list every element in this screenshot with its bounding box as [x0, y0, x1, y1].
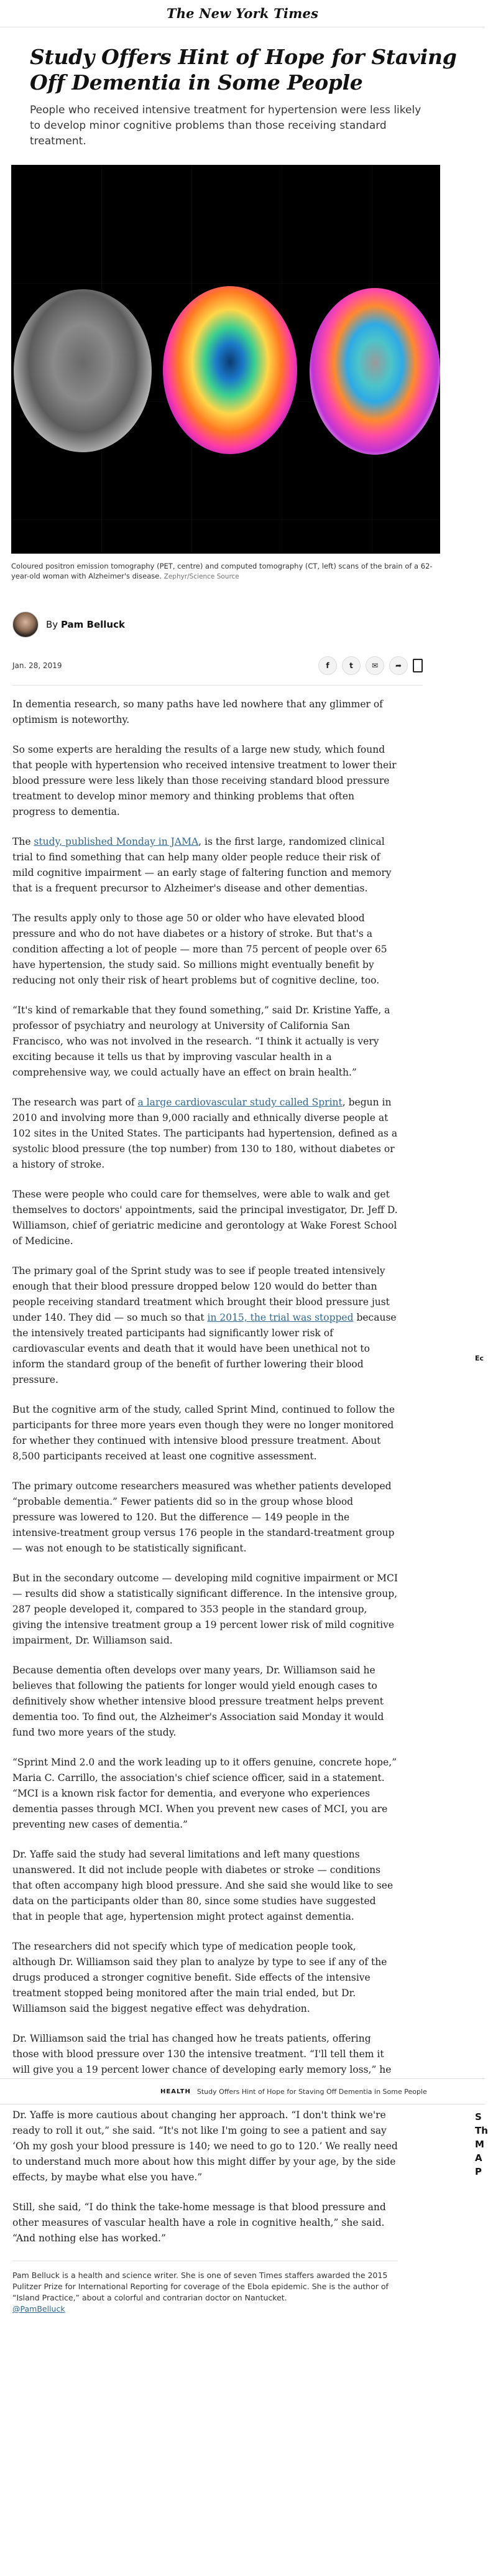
paragraph-13: “Sprint Mind 2.0 and the work leading up to it offers genuine, concrete hope,” Maria C. Carrillo, the association's chief science officer, said in a statement. “MCI is a known risk factor for dementia, and everyone who experiences dementia passes through MCI. When you prevent new cases of MCI, you are preventing new cases of dementia.”	[12, 1757, 397, 1830]
fused-scan	[310, 288, 440, 455]
trial-stopped-link[interactable]: in 2015, the trial was stopped	[207, 1312, 354, 1323]
share-tools	[318, 656, 423, 675]
paragraph-18: Still, she said, “I do think the take-home message is that blood pressure and other measures of vascular health have a role in cognitive health,” she said. “And nothing else has worked.”	[12, 2202, 386, 2244]
author-name[interactable]: Pam Belluck	[60, 619, 125, 630]
share-forward-icon[interactable]: ➦	[389, 656, 408, 675]
right-rail-fragment-2: S Th M A P	[475, 2111, 488, 2177]
sticky-article-title: Study Offers Hint of Hope for Staving Off Dementia in Some People	[196, 2087, 427, 2096]
byline-text	[46, 619, 125, 630]
paragraph-17: Dr. Yaffe is more cautious about changing her approach. “I don't think we're ready to roll it out,” she said. “It's not like I'm going to see a patient and say ‘Oh my gosh your blood pressure is 140; we need to go to 120.’ We really need to understand much more about how this might differ by your age, by the side effects, by maybe what else you have.”	[12, 2109, 398, 2183]
summary: People who received intensive treatment for hypertension were less likely to develop minor cognitive problems than those receiving standard treatment.	[30, 104, 421, 147]
jama-study-link[interactable]: study, published Monday in JAMA	[34, 836, 199, 847]
date-and-share	[12, 656, 423, 675]
article-body	[12, 697, 398, 2315]
paragraph-1: In dementia research, so many paths have led nowhere that any glimmer of optimism is noteworthy.	[12, 699, 383, 725]
publish-date: Jan. 28, 2019	[12, 661, 62, 670]
paragraph-16: Dr. Williamson said the trial has changed how he treats patients, offering those with blood pressure over 130 the intensive treatment. “I'll tell them it will give you a 19 percent lower chance of developing early memory loss,” he	[12, 2033, 392, 2075]
paragraph-8: The primary goal of the Sprint study was to see if people treated intensively enough that their blood pressure dropped below 120 would do better than people receiving standard treatment which brought their blood pressure just under 140. They did — so much so that in 2015, the trial was stopped because the intensively treated participants had significantly lower risk of cardiovascular events and death that it would have been unethical not to inform the standard group of the benefit of further lowering their blood pressure.	[12, 1265, 397, 1385]
nyt-logo[interactable]: The New York Times	[166, 6, 319, 21]
bio-text: Pam Belluck is a health and science writer. She is one of seven Times staffers awarded the 2015 Pulitzer Prize for International Reporting for coverage of the Ebola epidemic. She is the author of “Island Practice,” about a colorful and contrarian doctor on Nantucket.	[12, 2271, 389, 2302]
paragraph-4: The results apply only to those age 50 or older who have elevated blood pressure and who do not have diabetes or a history of stroke. But that's a condition affecting a lot of people — more than 75 percent of people over 65 have hypertension, the study said. So millions might eventually benefit by reducing not only their risk of heart problems but of cognitive decline, too.	[12, 913, 387, 986]
email-icon[interactable]: ✉	[366, 656, 384, 675]
brain-scan-image	[11, 165, 440, 554]
caption-text: Coloured positron emission tomography (PET, centre) and computed tomography (CT, left) scans of the brain of a 62-year-old woman with Alzheimer's disease.	[11, 562, 433, 580]
masthead	[0, 0, 485, 27]
ct-scan	[14, 289, 152, 452]
author-avatar	[12, 611, 39, 638]
paragraph-3: The study, published Monday in JAMA, is the first large, randomized clinical trial to find something that can help many older people reduce their risk of mild cognitive impairment — an early stage of faltering function and memory that is a frequent precursor to Alzheimer's disease and other dementias.	[12, 836, 392, 894]
twitter-icon[interactable]: t	[342, 656, 361, 675]
paragraph-2: So some experts are heralding the results of a large new study, which found that people with hypertension who received intensive treatment to lower their blood pressure were less likely than those receiving standard blood pressure treatment to develop minor memory and thinking problems that often progress to dementia.	[12, 744, 397, 817]
paragraph-14: Dr. Yaffe said the study had several limitations and left many questions unanswered. It did not include people with diabetes or stroke — conditions that often accompany high blood pressure. And she said she would like to see data on the participants older than 80, since some studies have suggested that in people that age, hypertension might protect against dementia.	[12, 1849, 394, 1922]
paragraph-10: The primary outcome researchers measured was whether patients developed “probable dementia.” Fewer patients did so in the group whose blood pressure was lowered to 120. But the difference — 149 people in the intensive-treatment group versus 176 people in the standard-treatment group — was not enough to be statistically significant.	[12, 1481, 395, 1554]
paragraph-7: These were people who could care for themselves, were able to walk and get themselves to doctors' appointments, said the principal investigator, Dr. Jeff D. Williamson, chief of geriatric medicine and gerontology at Wake Forest School of Medicine.	[12, 1189, 398, 1247]
image-credit: Zephyr/Science Source	[163, 573, 239, 580]
facebook-icon[interactable]: f	[318, 656, 337, 675]
bookmark-icon[interactable]	[413, 659, 423, 672]
byline-prefix: By	[46, 619, 58, 630]
headline: Study Offers Hint of Hope for Staving Off Dementia in Some People	[30, 45, 457, 95]
sticky-section-bar	[0, 2078, 485, 2104]
paragraph-5: “It's kind of remarkable that they found something,” said Dr. Kristine Yaffe, a professor of psychiatry and neurology at University of California San Francisco, who was not involved in the research. “I think it actually is very exciting because it tells us that by improving vascular health in a comprehensive way, we could actually have an effect on brain health.”	[12, 1005, 390, 1078]
paragraph-11: But in the secondary outcome — developing mild cognitive impairment or MCI — results did show a statistically significant difference. In the intensive group, 287 people developed it, compared to 353 people in the standard group, giving the intensive treatment group a 19 percent lower risk of mild cognitive impairment, Dr. Williamson said.	[12, 1573, 398, 1646]
header-divider	[12, 685, 423, 686]
sticky-section-label[interactable]: HEALTH	[160, 2088, 191, 2095]
right-rail-fragment: Ec	[475, 1354, 484, 1362]
sprint-study-link[interactable]: a large cardiovascular study called Sprint	[137, 1097, 343, 1108]
paragraph-12: Because dementia often develops over many years, Dr. Williamson said he believes that following the patients for longer would yield enough cases to definitively show whether intensive blood pressure treatment helps prevent dementia too. To find out, the Alzheimer's Association said Monday it would fund two more years of the study.	[12, 1665, 384, 1738]
lead-image-figure	[0, 165, 485, 582]
paragraph-6: The research was part of a large cardiovascular study called Sprint, begun in 2010 and involving more than 9,000 racially and ethnically diverse people at 102 sites in the United States. The participants had hypertension, defined as a systolic blood pressure (the top number) from 130 to 180, without diabetes or a history of stroke.	[12, 1097, 398, 1170]
article-header	[30, 44, 465, 149]
paragraph-15: The researchers did not specify which type of medication people took, although Dr. Williamson said they plan to analyze by type to see if any of the drugs produced a stronger cognitive benefit. Side effects of the intensive treatment stopped being monitored after the main trial ended, but Dr. Williamson said the biggest negative effect was dehydration.	[12, 1941, 387, 2014]
paragraph-9: But the cognitive arm of the study, called Sprint Mind, continued to follow the participants for three more years even though they were no longer monitored for whether they continued with intensive blood pressure treatment. About 8,500 participants received at least one cognitive assessment.	[12, 1404, 395, 1462]
author-twitter-link[interactable]: @PamBelluck	[12, 2304, 65, 2313]
image-caption	[11, 561, 440, 582]
pet-scan	[163, 286, 297, 454]
author-bio	[12, 2261, 398, 2315]
byline	[12, 611, 485, 638]
